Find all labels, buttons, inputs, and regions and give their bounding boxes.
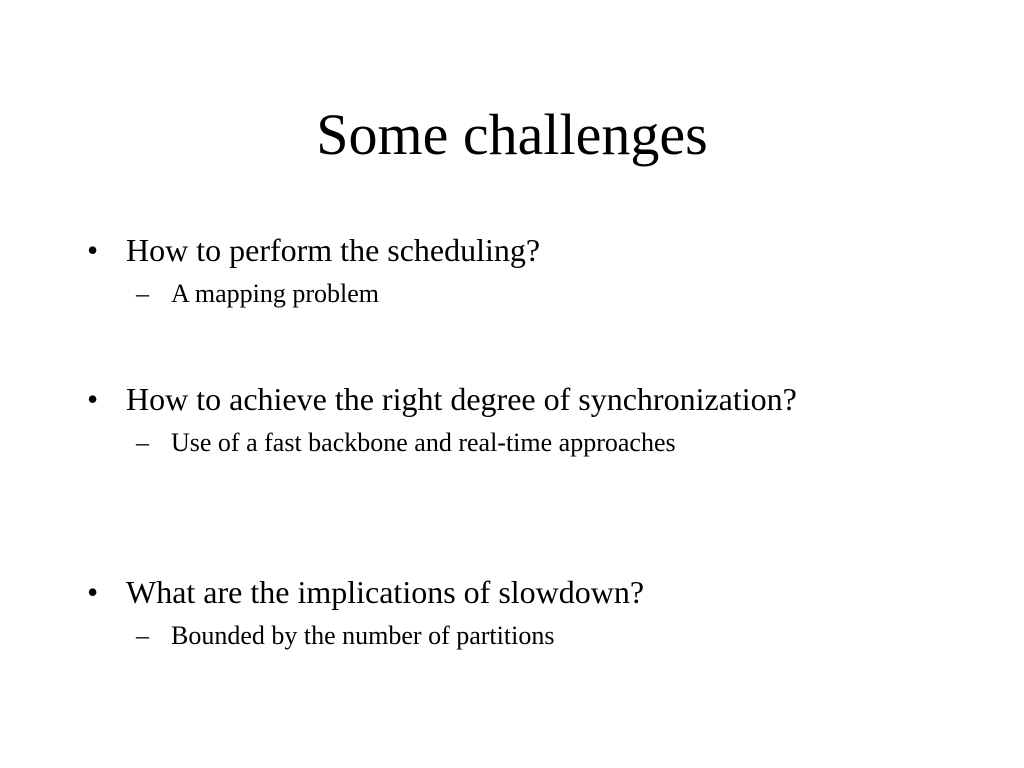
dash-icon: – <box>136 428 149 457</box>
bullet-row <box>87 229 927 271</box>
dash-icon: – <box>136 621 149 650</box>
bullet-text: How to perform the scheduling? <box>126 232 541 268</box>
sub-bullet-text: A mapping problem <box>171 279 379 308</box>
sub-bullet-text: Use of a fast backbone and real-time approaches <box>171 428 676 457</box>
sub-bullet-text: Bounded by the number of partitions <box>171 621 555 650</box>
sub-bullet-row <box>136 619 927 653</box>
bullet-item <box>87 571 927 653</box>
bullet-text: How to achieve the right degree of synchronization? <box>126 381 797 417</box>
bullet-dot-icon: • <box>87 381 99 417</box>
sub-bullet-row <box>136 277 927 311</box>
bullet-text: What are the implications of slowdown? <box>126 574 645 610</box>
dash-icon: – <box>136 279 149 308</box>
slide-title: Some challenges <box>316 102 708 167</box>
bullet-dot-icon: • <box>87 232 99 268</box>
bullet-item <box>87 378 927 460</box>
bullet-row <box>87 571 927 613</box>
bullet-item <box>87 229 927 311</box>
bullet-dot-icon: • <box>87 574 99 610</box>
bullet-row <box>87 378 927 420</box>
sub-bullet-row <box>136 426 927 460</box>
